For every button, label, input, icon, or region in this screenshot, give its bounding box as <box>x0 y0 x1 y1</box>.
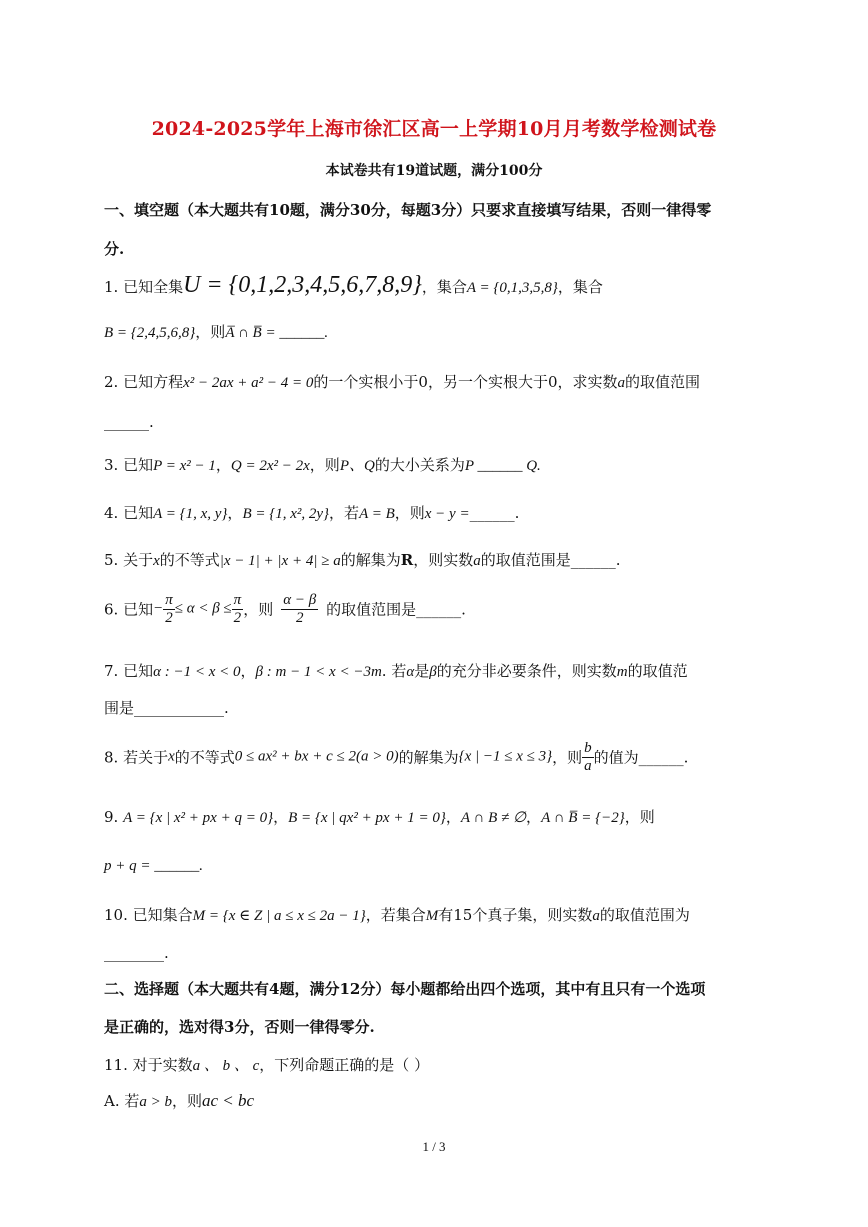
q1-tail: ，集合 <box>557 278 603 296</box>
q6-frac-ab <box>281 592 318 626</box>
q4-expr-b: B = {1, x², 2y} <box>242 506 330 522</box>
q11-option-a-expr: ac < bc <box>202 1091 255 1110</box>
q9-set-a: A = {x | x² + px + q = 0} <box>123 810 274 826</box>
q3-blank: P ______ Q. <box>464 458 541 474</box>
q1-set-u: U = {0,1,2,3,4,5,6,7,8,9} <box>183 272 422 298</box>
q7-beta: β : m − 1 < x < −3m <box>255 664 382 680</box>
q11-option-a-cond: a > b <box>139 1094 172 1110</box>
q6-pi-num: π <box>165 592 173 608</box>
q6-tail: 的取值范围是______. <box>326 600 466 619</box>
q10-text: ，若集合 <box>365 906 426 924</box>
question-10 <box>104 904 764 925</box>
q8-frac-den: a <box>584 757 592 774</box>
q6-prefix: 6. 已知 <box>104 600 154 619</box>
q6-frac-pi <box>163 592 175 626</box>
q6-ineq: ≤ α < β ≤ <box>174 600 232 617</box>
q7-tail: 的取值范 <box>627 662 688 680</box>
q8-frac-num: b <box>584 740 592 756</box>
q2-var: a <box>617 375 625 391</box>
q5-text2: 的解集为 <box>340 551 401 569</box>
q4-text: ，若 <box>329 504 360 522</box>
q10-prefix: 10. 已知集合 <box>104 906 193 924</box>
q10-m: M <box>425 908 439 924</box>
question-2 <box>104 371 764 392</box>
question-7 <box>104 660 764 681</box>
q9-sep-3: ， <box>526 808 542 826</box>
q6-frac-den: 2 <box>295 609 304 626</box>
q5-var2: a <box>473 553 481 569</box>
q3-expr-p: P = x² − 1 <box>153 458 216 474</box>
question-1 <box>104 272 764 299</box>
q9-set-b: B = {x | qx² + px + 1 = 0} <box>288 810 446 826</box>
q8-prefix: 8. 若关于 <box>104 748 169 767</box>
q7-m: m <box>616 664 628 680</box>
q1-set-b: B = {2,4,5,6,8} <box>104 325 196 341</box>
question-9 <box>104 806 764 827</box>
q8-expr: 0 ≤ ax² + bx + c ≤ 2(a > 0) <box>234 748 399 765</box>
q1-expr: A̅ ∩ B̅ = ______. <box>225 325 329 341</box>
question-4 <box>104 502 764 523</box>
q5-set: R <box>400 551 414 569</box>
q7-prefix: 7. 已知 <box>104 662 154 680</box>
question-7-cont <box>104 697 764 718</box>
q8-text2: 的解集为 <box>398 748 459 767</box>
q8-var: x <box>168 748 175 765</box>
q7-a: α <box>406 664 415 680</box>
section1-heading <box>104 199 764 220</box>
q11-vars: a 、 b 、 c <box>192 1058 260 1074</box>
q3-sep: ， <box>215 456 231 474</box>
q9-sep: ， <box>273 808 289 826</box>
q2-tail: 的取值范围 <box>625 373 701 391</box>
q9-tail: ，则 <box>624 808 655 826</box>
q6-pi-den: 2 <box>165 609 173 626</box>
q3-vars: P、Q <box>339 458 375 474</box>
q6-text: ，则 <box>243 600 274 619</box>
q9-sep-2: ， <box>445 808 461 826</box>
q8-set: {x | −1 ≤ x ≤ 3} <box>458 748 553 765</box>
q10-text2: 有15个真子集，则实数 <box>438 906 593 924</box>
q10-var: a <box>592 908 600 924</box>
q9-line2: p + q = ______. <box>104 858 203 874</box>
q5-expr: |x − 1| + |x + 4| ≥ a <box>219 553 341 569</box>
q11-tail: ，下列命题正确的是（ ） <box>259 1056 430 1074</box>
q6-pi2-den: 2 <box>233 609 242 626</box>
question-10-cont <box>104 944 764 962</box>
question-6 <box>104 592 764 626</box>
q5-var: x <box>153 553 160 569</box>
question-9-cont <box>104 856 764 875</box>
q8-tail: 的值为______. <box>593 748 689 767</box>
q6-neg: − <box>153 600 164 617</box>
section2-heading-cont <box>104 1016 764 1037</box>
q7-sep: ， <box>240 662 256 680</box>
q4-expr-a: A = {1, x, y} <box>153 506 228 522</box>
q1-then: ，则 <box>195 323 226 341</box>
question-11-option-a <box>104 1090 764 1111</box>
q10-set: M = {x ∈ Z | a ≤ x ≤ 2a − 1} <box>192 908 366 924</box>
q4-expr: x − y = <box>424 506 470 522</box>
section1-heading-line2: 分. <box>104 240 125 258</box>
q1-mid: ，集合 <box>421 278 467 296</box>
q3-expr-q: Q = 2x² − 2x <box>230 458 310 474</box>
page-subtitle: 本试卷共有19道试题，满分100分 <box>325 163 543 179</box>
page-title: 2024-2025学年上海市徐汇区高一上学期10月月考数学检测试卷 <box>151 118 717 140</box>
q5-prefix: 5. 关于 <box>104 551 154 569</box>
q5-text: 的不等式 <box>159 551 220 569</box>
q7-text: . 若 <box>381 662 407 680</box>
q1-set-a: A = {0,1,3,5,8} <box>466 280 558 296</box>
question-1-cont <box>104 321 764 342</box>
q6-frac-num: α − β <box>283 592 317 608</box>
q4-sep: ， <box>227 504 243 522</box>
q10-tail: 的取值范围为 <box>599 906 690 924</box>
page-number: 1 / 3 <box>422 1139 446 1154</box>
q4-cond: A = B <box>359 506 395 522</box>
q2-text: 的一个实根小于0，另一个实根大于0，求实数 <box>313 373 618 391</box>
q8-text3: ，则 <box>552 748 583 767</box>
section2-heading-line2: 是正确的，选对得3分，否则一律得零分. <box>104 1018 375 1036</box>
q7-line2: 围是____________. <box>104 699 229 717</box>
q3-tail: 的大小关系为 <box>374 456 465 474</box>
q7-text2: 的充分非必要条件，则实数 <box>436 662 617 680</box>
q5-text3: ，则实数 <box>413 551 474 569</box>
question-8 <box>104 740 764 774</box>
q4-blank: ______. <box>469 504 520 522</box>
q5-tail: 的取值范围是______. <box>480 551 621 569</box>
question-2-cont <box>104 413 764 431</box>
q7-alpha: α : −1 < x < 0 <box>153 664 241 680</box>
question-11 <box>104 1054 764 1075</box>
section1-heading-cont <box>104 238 764 259</box>
q11-prefix: 11. 对于实数 <box>104 1056 193 1074</box>
q11-option-a-prefix: A. 若 <box>104 1092 140 1110</box>
question-5 <box>104 549 764 570</box>
q4-prefix: 4. 已知 <box>104 504 154 522</box>
section2-heading-line1: 二、选择题（本大题共有4题，满分12分）每小题都给出四个选项，其中有且只有一个选项 <box>104 980 706 998</box>
q2-blank: ______. <box>104 413 154 431</box>
section1-heading-line1: 一、填空题（本大题共有10题，满分30分，每题3分）只要求直接填写结果，否则一律得零 <box>104 201 712 219</box>
q9-cond2: A ∩ B̅ = {−2} <box>541 810 625 826</box>
q9-prefix: 9. <box>104 808 119 826</box>
q8-text: 的不等式 <box>174 748 235 767</box>
q10-line2: ________. <box>104 944 169 962</box>
question-3 <box>104 454 764 475</box>
q6-pi2-num: π <box>233 592 242 608</box>
q7-is: 是 <box>414 662 430 680</box>
q1-prefix: 1. 已知全集 <box>104 278 184 296</box>
q2-expr: x² − 2ax + a² − 4 = 0 <box>183 375 314 391</box>
q11-option-a-text: ，则 <box>172 1092 203 1110</box>
q3-prefix: 3. 已知 <box>104 456 154 474</box>
q2-prefix: 2. 已知方程 <box>104 373 184 391</box>
q8-frac <box>582 740 594 774</box>
q3-text: ，则 <box>309 456 340 474</box>
q9-cond1: A ∩ B ≠ ∅ <box>460 810 527 826</box>
q4-text2: ，则 <box>394 504 425 522</box>
q6-frac-pi-2 <box>232 592 244 626</box>
q7-b: β <box>429 664 437 680</box>
section2-heading <box>104 978 764 999</box>
